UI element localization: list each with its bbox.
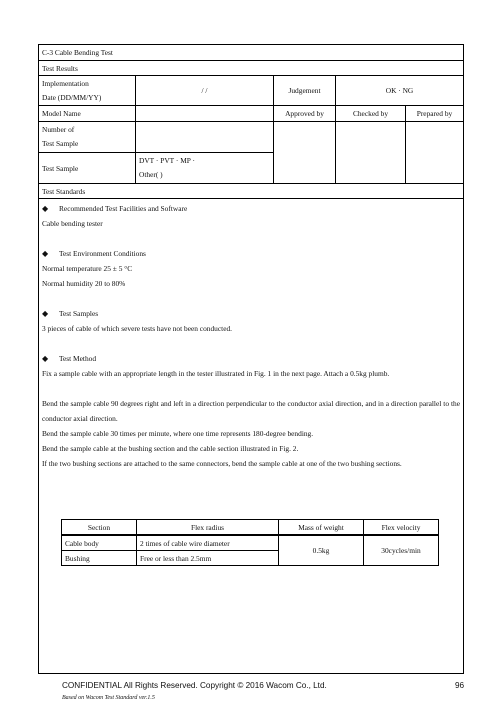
samples-text: 3 pieces of cable of which severe tests have not been conducted.	[42, 324, 233, 333]
standard-version-note: Based on Wacom Test Standard ver.1.5	[62, 695, 155, 701]
test-standards-label: Test Standards	[42, 186, 86, 196]
checked-by-label: Checked by	[335, 106, 405, 121]
test-sample-label: Test Sample	[42, 163, 79, 173]
approved-by-signature-field[interactable]	[273, 122, 335, 183]
humidity-text: Normal humidity 20 to 80%	[42, 279, 126, 288]
method-paragraph: Bend the sample cable 90 degrees right and left in a direction perpendicular to the conductor axial direction, and in a direction parallel to the conductor axial direction.	[42, 399, 460, 423]
test-results-label: Test Results	[42, 63, 78, 73]
prepared-by-label: Prepared by	[405, 106, 463, 121]
flex-radius-cell: 2 times of cable wire diameter	[137, 535, 279, 551]
number-label-line2: Test Sample	[42, 139, 79, 148]
section-heading: ◆ Test Method	[42, 351, 460, 366]
implementation-row	[39, 76, 463, 106]
confidential-footer: CONFIDENTIAL All Rights Reserved. Copyright © 2016 Wacom Co., Ltd.	[62, 681, 327, 690]
diamond-bullet-icon: ◆	[42, 249, 49, 258]
table-header-row	[62, 520, 439, 536]
standards-row	[39, 184, 463, 199]
number-of-sample-label	[39, 122, 135, 153]
test-sheet	[38, 44, 464, 674]
approved-by-label: Approved by	[273, 106, 335, 121]
section-heading: ◆ Recommended Test Facilities and Software	[42, 201, 460, 216]
column-header: Section	[62, 520, 137, 536]
implementation-label	[39, 76, 135, 105]
table-row	[62, 535, 439, 551]
implementation-label-line2: Date (DD/MM/YY)	[42, 92, 102, 102]
diamond-bullet-icon: ◆	[42, 354, 49, 363]
title-row	[39, 45, 463, 61]
number-label-line1: Number of	[42, 125, 75, 134]
test-conditions-table	[61, 519, 439, 566]
method-paragraph: Bend the sample cable 30 times per minute, where one time represents 180-degree bending.	[42, 429, 314, 438]
diamond-bullet-icon: ◆	[42, 309, 49, 318]
velocity-cell: 30cycles/min	[364, 535, 439, 566]
flex-radius-cell: Free or less than 2.5mm	[137, 551, 279, 566]
column-header: Mass of weight	[279, 520, 364, 536]
method-paragraph: Fix a sample cable with an appropriate length in the tester illustrated in Fig. 1 in the next page. Attach a 0.5kg plumb.	[42, 369, 390, 378]
method-paragraph: Bend the sample cable at the bushing section and the cable section illustrated in Fig. 2.	[42, 444, 299, 453]
test-sample-options-line2: Other( )	[139, 170, 163, 179]
judgement-options[interactable]: OK · NG	[335, 76, 463, 105]
checked-by-signature-field[interactable]	[335, 122, 405, 183]
number-of-sample-field[interactable]	[135, 122, 273, 153]
facilities-text: Cable bending tester	[42, 219, 103, 228]
section-heading: ◆ Test Environment Conditions	[42, 246, 460, 261]
judgement-label: Judgement	[273, 76, 335, 105]
column-header: Flex velocity	[364, 520, 439, 536]
column-header: Flex radius	[137, 520, 279, 536]
model-name-label: Model Name	[42, 109, 81, 118]
implementation-label-line1: Implementation	[42, 78, 89, 88]
temperature-text: Normal temperature 25 ± 5 °C	[42, 264, 133, 273]
prepared-by-signature-field[interactable]	[405, 122, 463, 183]
implementation-date-field[interactable]: / /	[135, 76, 273, 105]
section-cell: Bushing	[62, 551, 137, 566]
section-cell: Cable body	[62, 535, 137, 551]
diamond-bullet-icon: ◆	[42, 204, 49, 213]
results-row	[39, 61, 463, 76]
sheet-title: C-3 Cable Bending Test	[42, 48, 113, 57]
test-sample-options-line1: DVT · PVT · MP ·	[139, 156, 195, 165]
mass-cell: 0.5kg	[279, 535, 364, 566]
test-sample-options[interactable]	[135, 153, 273, 183]
model-row	[39, 106, 463, 122]
sample-block	[39, 122, 463, 184]
test-standards-body	[42, 201, 460, 471]
method-paragraph: If the two bushing sections are attached to the same connectors, bend the sample cable at one of the two bushing sections.	[42, 459, 402, 468]
model-name-field[interactable]	[135, 106, 273, 121]
section-heading: ◆ Test Samples	[42, 306, 460, 321]
page-number: 96	[455, 681, 465, 690]
